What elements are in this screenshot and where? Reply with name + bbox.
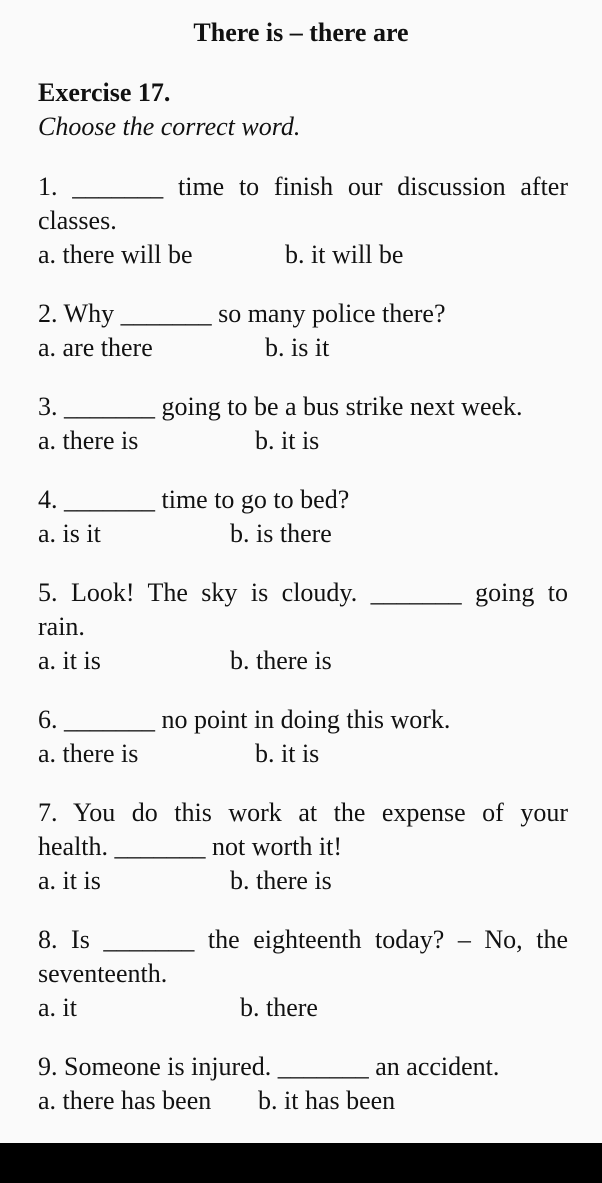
question-8-option-b[interactable]: b. there: [240, 993, 318, 1022]
question-4-text: 4. _______ time to go to bed?: [38, 485, 350, 514]
question-1-option-b[interactable]: b. it will be: [285, 240, 404, 269]
bottom-black-bar: [0, 1143, 602, 1183]
question-8-text: 8. Is _______ the eighteenth today? – No, the: [38, 925, 568, 954]
question-2-text: 2. Why _______ so many police there?: [38, 299, 446, 328]
question-8-text-cont: seventeenth.: [38, 959, 168, 988]
question-4-option-a[interactable]: a. is it: [38, 519, 101, 548]
question-9-text: 9. Someone is injured. _______ an accident.: [38, 1052, 500, 1081]
question-8-option-a[interactable]: a. it: [38, 993, 77, 1022]
question-5-option-a[interactable]: a. it is: [38, 646, 101, 675]
question-3-option-b[interactable]: b. it is: [255, 426, 320, 455]
question-3-text: 3. _______ going to be a bus strike next week.: [38, 392, 523, 421]
question-2-option-a[interactable]: a. are there: [38, 333, 153, 362]
question-1-text-cont: classes.: [38, 206, 117, 235]
exercise-heading: Exercise 17.: [38, 78, 171, 107]
question-5-text-cont: rain.: [38, 612, 85, 641]
question-6-text: 6. _______ no point in doing this work.: [38, 705, 451, 734]
page-title: There is – there are: [193, 18, 409, 47]
question-6-option-a[interactable]: a. there is: [38, 739, 139, 768]
question-4-option-b[interactable]: b. is there: [230, 519, 332, 548]
question-7-option-a[interactable]: a. it is: [38, 866, 101, 895]
question-5-text: 5. Look! The sky is cloudy. _______ going to: [38, 578, 568, 607]
question-7-text: 7. You do this work at the expense of your: [38, 798, 568, 827]
question-7-option-b[interactable]: b. there is: [230, 866, 332, 895]
question-7-text-cont: health. _______ not worth it!: [38, 832, 343, 861]
question-5-option-b[interactable]: b. there is: [230, 646, 332, 675]
question-9-option-b[interactable]: b. it has been: [258, 1086, 396, 1115]
question-1-text: 1. _______ time to finish our discussion after: [38, 172, 568, 201]
question-2-option-b[interactable]: b. is it: [265, 333, 330, 362]
question-6-option-b[interactable]: b. it is: [255, 739, 320, 768]
question-1-option-a[interactable]: a. there will be: [38, 240, 193, 269]
exercise-instruction: Choose the correct word.: [38, 112, 301, 141]
question-3-option-a[interactable]: a. there is: [38, 426, 139, 455]
question-9-option-a[interactable]: a. there has been: [38, 1086, 212, 1115]
